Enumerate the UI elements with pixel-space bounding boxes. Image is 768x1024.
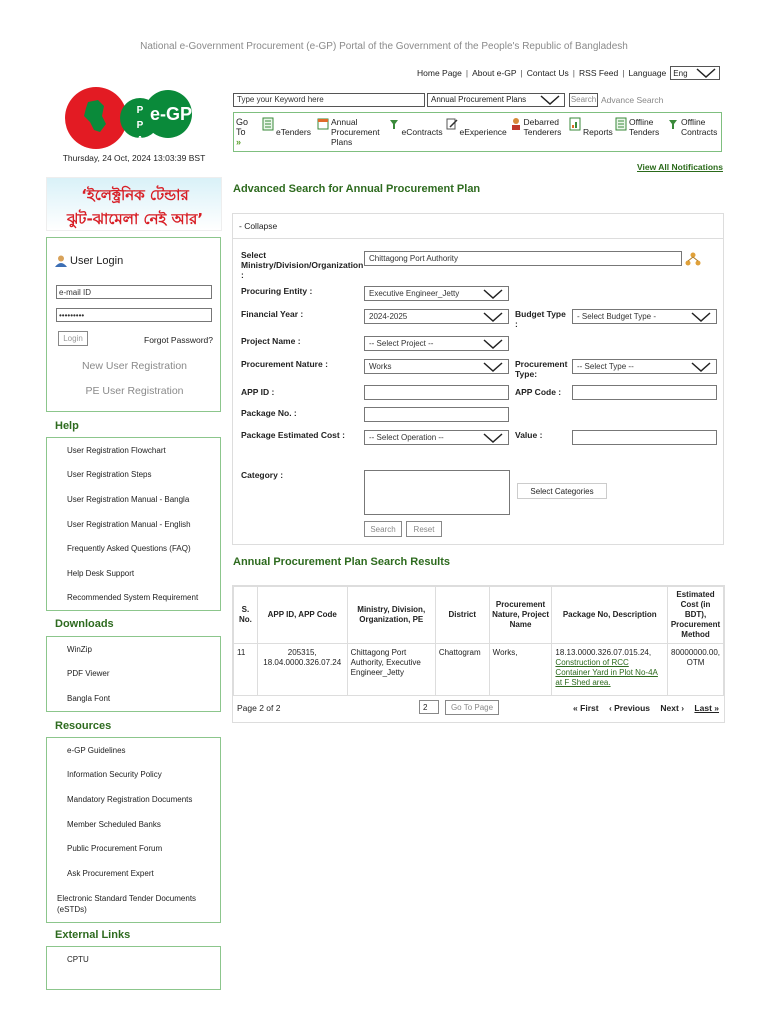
results-title: Annual Procurement Plan Search Results: [233, 556, 451, 568]
handshake-icon: [667, 117, 679, 131]
user-login-title: User Login: [55, 255, 123, 267]
help-item[interactable]: User Registration Manual - English: [67, 519, 191, 529]
chevron-down-icon: [482, 362, 504, 372]
advanced-search-title: Advanced Search for Annual Procurement Plan: [233, 183, 481, 195]
package-cost-label: Package Estimated Cost :: [241, 430, 345, 440]
col-nature: Procurement Nature, Project Name: [489, 587, 552, 644]
pagination: [237, 700, 721, 718]
icon-navigation: [233, 112, 722, 152]
cell-app: 205315, 18.04.0000.326.07.24: [257, 644, 347, 696]
resource-item[interactable]: Information Security Policy: [67, 770, 162, 780]
col-sno: S. No.: [234, 587, 258, 644]
download-item[interactable]: Bangla Font: [67, 693, 111, 703]
promo-banner: [46, 177, 222, 231]
double-chevron-icon: »: [236, 137, 242, 147]
resource-item[interactable]: Public Procurement Forum: [67, 844, 163, 854]
chevron-down-icon: [690, 362, 712, 372]
project-name-label: Project Name :: [241, 336, 301, 346]
first-page-link[interactable]: « First: [573, 703, 599, 713]
doc-list-icon: [262, 117, 274, 131]
goto-label: Go To »: [236, 117, 249, 147]
cell-nature: Works,: [489, 644, 552, 696]
search-category-select[interactable]: Annual Procurement Plans: [427, 93, 565, 107]
help-item[interactable]: Help Desk Support: [67, 568, 135, 578]
help-item[interactable]: Recommended System Requirement: [67, 593, 199, 603]
help-list: [46, 437, 221, 611]
portal-title: National e-Government Procurement (e-GP) Portal of the Government of the People's Republic of Bangladesh: [140, 41, 628, 52]
language-select[interactable]: Eng: [670, 66, 720, 80]
nav-econtracts[interactable]: eContracts: [388, 117, 440, 137]
previous-page-link[interactable]: ‹ Previous: [608, 703, 651, 713]
app-id-label: APP ID :: [241, 387, 275, 397]
col-app: APP ID, APP Code: [257, 587, 347, 644]
calendar-icon: [317, 117, 329, 131]
chevron-down-icon: [690, 312, 712, 322]
budget-type-label: Budget Type :: [515, 309, 566, 329]
value-input[interactable]: [572, 430, 717, 445]
help-item[interactable]: Frequently Asked Questions (FAQ): [67, 544, 191, 554]
chevron-down-icon: [695, 68, 717, 78]
external-links-heading: External Links: [55, 929, 131, 941]
help-heading: Help: [55, 420, 79, 432]
category-textarea[interactable]: [364, 470, 510, 515]
language-label: Language: [628, 68, 667, 78]
advance-search-link[interactable]: Advance Search: [601, 94, 664, 105]
logo-letter-p2: P: [136, 120, 144, 131]
nav-debarred-tenderers[interactable]: Debarred Tenderers: [510, 117, 563, 137]
egp-logo: [64, 86, 204, 150]
table-header-row: [234, 587, 724, 644]
login-button[interactable]: Login: [58, 331, 88, 346]
download-item[interactable]: WinZip: [67, 644, 92, 654]
resources-list: [46, 737, 221, 923]
package-no-label: Package No. :: [241, 408, 297, 418]
top-links: Home Page | About e-GP | Contact Us | RSS Feed | Language Eng: [417, 66, 722, 80]
package-no-input[interactable]: [364, 407, 509, 422]
resource-item-estd[interactable]: Electronic Standard Tender Documents (eSTDs): [57, 893, 197, 914]
procurement-nature-select[interactable]: Works: [364, 359, 509, 374]
app-code-label: APP Code :: [515, 387, 562, 397]
contact-link[interactable]: Contact Us: [526, 68, 569, 78]
logo-letter-a: A: [136, 135, 144, 146]
chevron-down-icon: [482, 339, 504, 349]
pager-nav: [565, 703, 719, 713]
resource-item[interactable]: Mandatory Registration Documents: [67, 794, 193, 804]
last-page-link[interactable]: Last »: [694, 703, 719, 713]
col-ministry: Ministry, Division, Organization, PE: [347, 587, 435, 644]
handshake-icon: [388, 117, 400, 131]
resource-item[interactable]: Member Scheduled Banks: [67, 819, 161, 829]
help-item[interactable]: User Registration Steps: [67, 470, 152, 480]
procurement-type-select[interactable]: -- Select Type --: [572, 359, 717, 374]
col-district: District: [435, 587, 489, 644]
logo-letter-b: B: [136, 90, 144, 101]
go-to-page-button[interactable]: Go To Page: [445, 700, 499, 715]
user-login-panel: [46, 237, 221, 412]
resource-item[interactable]: Ask Procurement Expert: [67, 868, 154, 878]
category-label: Category :: [241, 470, 284, 480]
financial-year-label: Financial Year :: [241, 309, 304, 319]
nav-offline-contracts[interactable]: Offline Contracts: [667, 117, 715, 137]
col-package: Package No, Description: [552, 587, 668, 644]
downloads-heading: Downloads: [55, 618, 114, 630]
next-page-link[interactable]: Next ›: [660, 703, 685, 713]
cell-district: Chattogram: [435, 644, 489, 696]
external-link-item[interactable]: CPTU: [67, 954, 89, 964]
view-all-notifications-link[interactable]: View All Notifications: [637, 162, 723, 172]
cell-ministry: Chittagong Port Authority, Executive Engineer_Jetty: [347, 644, 435, 696]
financial-year-select[interactable]: 2024-2025: [364, 309, 509, 324]
budget-type-select[interactable]: - Select Budget Type -: [572, 309, 717, 324]
home-link[interactable]: Home Page: [417, 68, 462, 78]
nav-reports[interactable]: Reports: [569, 117, 609, 137]
org-tree-icon[interactable]: [685, 252, 701, 266]
user-blocked-icon: [510, 117, 522, 131]
rss-link[interactable]: RSS Feed: [579, 68, 619, 78]
email-field[interactable]: e-mail ID: [56, 285, 212, 299]
package-cost-operation-select[interactable]: -- Select Operation --: [364, 430, 509, 445]
resource-item[interactable]: e-GP Guidelines: [67, 745, 126, 755]
forgot-password-link[interactable]: Forgot Password?: [144, 335, 213, 345]
results-table: [233, 586, 724, 696]
chevron-down-icon: [482, 433, 504, 443]
download-item[interactable]: PDF Viewer: [67, 669, 110, 679]
table-row: [234, 644, 724, 696]
edit-doc-icon: [446, 117, 458, 131]
cell-sno: 11: [234, 644, 258, 696]
page-number-input[interactable]: 2: [419, 700, 439, 714]
ministry-label: Select Ministry/Division/Organization :: [241, 250, 364, 280]
advanced-search-form: [232, 213, 724, 545]
banner-line-2: ঝুট-ঝামেলা নেই আর’: [66, 210, 204, 228]
procuring-entity-label: Procuring Entity :: [241, 286, 313, 296]
report-icon: [569, 117, 581, 131]
project-name-select[interactable]: -- Select Project --: [364, 336, 509, 351]
search-bar: [233, 92, 663, 107]
procurement-nature-label: Procurement Nature :: [241, 359, 328, 369]
search-button[interactable]: Search: [364, 521, 402, 537]
collapse-toggle[interactable]: - Collapse: [233, 214, 723, 239]
nav-eexperience[interactable]: eExperience: [446, 117, 504, 137]
downloads-list: [46, 636, 221, 712]
current-datetime: Thursday, 24 Oct, 2024 13:03:39 BST: [62, 153, 206, 163]
procurement-type-label: Procurement Type:: [515, 359, 568, 379]
app-id-input[interactable]: [364, 385, 509, 400]
nav-offline-tenders[interactable]: Offline Tenders: [615, 117, 661, 137]
select-categories-button[interactable]: Select Categories: [517, 483, 607, 499]
package-no: 18.13.0000.326.07.015.24,: [555, 648, 652, 657]
page-indicator: Page 2 of 2: [237, 703, 281, 713]
procuring-entity-select[interactable]: Executive Engineer_Jetty: [364, 286, 509, 301]
password-field[interactable]: •••••••••: [56, 308, 212, 322]
help-item[interactable]: User Registration Manual - Bangla: [67, 494, 190, 504]
reset-button[interactable]: Reset: [406, 521, 442, 537]
package-description-link[interactable]: Construction of RCC Container Yard in Plot No-4A at F Shed area.: [555, 658, 658, 687]
banner-line-1: ‘ইলেক্ট্রনিক টেন্ডার: [81, 186, 189, 204]
cell-cost: 80000000.00, OTM: [668, 644, 724, 696]
logo-letter-p1: P: [136, 105, 144, 116]
pe-user-registration-link[interactable]: PE User Registration: [85, 385, 184, 397]
chevron-down-icon: [482, 289, 504, 299]
doc-list-icon: [615, 117, 627, 131]
value-label: Value :: [515, 430, 543, 440]
col-cost: Estimated Cost (in BDT), Procurement Method: [668, 587, 724, 644]
cell-package: [552, 644, 668, 696]
external-links-list: [46, 946, 221, 990]
logo-egp-text: e-GP: [150, 104, 193, 124]
search-button[interactable]: Search: [569, 93, 598, 107]
about-link[interactable]: About e-GP: [472, 68, 517, 78]
app-code-input[interactable]: [572, 385, 717, 400]
keyword-input[interactable]: [233, 93, 425, 107]
chevron-down-icon: [539, 95, 561, 105]
results-panel: [232, 585, 725, 723]
chevron-down-icon: [482, 312, 504, 322]
new-user-registration-link[interactable]: New User Registration: [81, 360, 188, 372]
user-icon: [55, 255, 67, 267]
help-item[interactable]: User Registration Flowchart: [67, 445, 166, 455]
nav-etenders[interactable]: eTenders: [262, 117, 311, 137]
nav-annual-procurement-plans[interactable]: Annual Procurement Plans: [317, 117, 382, 147]
resources-heading: Resources: [55, 720, 112, 732]
ministry-field[interactable]: Chittagong Port Authority: [364, 251, 682, 266]
